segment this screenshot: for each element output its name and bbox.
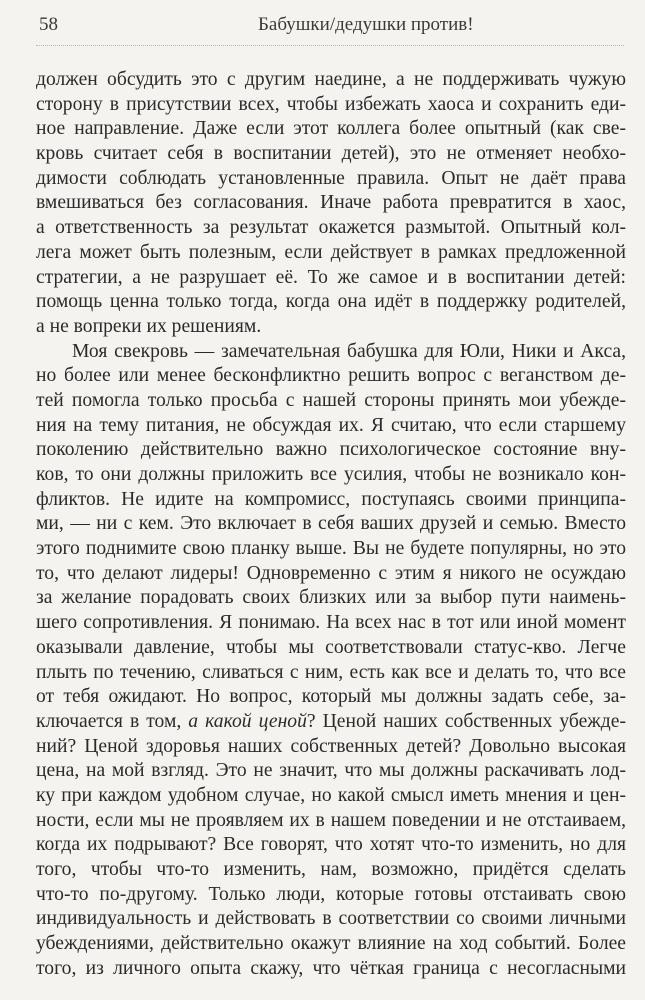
text-line: стратегии, а не разрушает её. То же самое и в воспитании детей: bbox=[36, 266, 626, 288]
text-line: помощь ценна только тогда, когда она идёт в поддержку родителей, bbox=[36, 291, 626, 313]
text-line: а не вопреки их решениям. bbox=[36, 315, 262, 337]
emphasis-text: а какой ценой bbox=[188, 710, 307, 732]
text-line: индивидуальность и действовать в соответствии со своими личными bbox=[36, 908, 626, 930]
text-line: кровь считает себя в воспитании детей), это не отменяет необхо- bbox=[36, 143, 626, 165]
text-line: когда их подрывают? Все говорят, что хотят что-то изменить, но для bbox=[36, 834, 626, 856]
text-line-with-emphasis bbox=[36, 710, 626, 735]
text-line: за желание порадовать своих близких или за выбор пути наимень- bbox=[36, 587, 626, 609]
text-line: должен обсудить это с другим наедине, а не поддерживать чужую bbox=[36, 69, 626, 90]
text-line: ности, если мы не проявляем их в нашем поведении и не отстаиваем, bbox=[36, 809, 626, 831]
text-line: фликтов. Не идите на компромисс, поступаясь своими принципа- bbox=[36, 488, 626, 510]
text-line: этого поднимите свою планку выше. Вы не будете популярны, но это bbox=[36, 538, 626, 560]
paragraph-2 bbox=[36, 340, 626, 982]
text-line: ний? Ценой здоровья наших собственных детей? Довольно высокая bbox=[36, 735, 626, 757]
text-line: вмешиваться без согласования. Иначе работа превратится в хаос, bbox=[36, 192, 626, 214]
text-line: что-то по-другому. Только люди, которые готовы отстаивать свою bbox=[36, 883, 626, 905]
text-line: Моя свекровь — замечательная бабушка для Юли, Ники и Акса, bbox=[72, 340, 626, 362]
text-line: но более или менее бесконфликтно решить вопрос с веганством де- bbox=[36, 365, 626, 387]
text-line: а ответственность за результат окажется размытой. Опытный кол- bbox=[36, 217, 626, 239]
text-line: димости соблюдать установленные правила. Опыт не даёт права bbox=[36, 167, 626, 189]
text-line: ков, то они должны приложить все усилия, чтобы не возникало кон- bbox=[36, 464, 626, 485]
text-line: ния на тему питания, не обсуждая их. Я считаю, что если старшему bbox=[36, 414, 626, 436]
text-line: цена, на мой взгляд. Это не значит, что мы должны раскачивать лод- bbox=[36, 760, 626, 782]
text-line: сторону в присутствии всех, чтобы избежать хаоса и сохранить еди- bbox=[36, 93, 626, 115]
text-line: шего сопротивления. Я понимаю. На всех нас в тот или иной момент bbox=[36, 612, 626, 634]
header-divider bbox=[36, 45, 624, 46]
text-line: поколению действительно важно психологическое состояние вну- bbox=[36, 439, 626, 461]
text-line: лега может быть полезным, если действует в рамках предложенной bbox=[36, 241, 626, 263]
text-line: убеждениями, действительно окажут влияние на ход событий. Более bbox=[36, 933, 626, 955]
page-number: 58 bbox=[39, 14, 58, 35]
text-fragment: ключается в том, bbox=[36, 710, 189, 732]
text-line: от тебя ожидают. Но вопрос, который мы должны задать себе, за- bbox=[36, 686, 626, 708]
text-line: ку при каждом удобном случае, но какой смысл иметь мнения и цен- bbox=[36, 784, 626, 806]
text-line: тей помогла только просьба с нашей стороны принять мои убежде- bbox=[36, 389, 626, 411]
text-line: плыть по течению, сливаться с ним, есть как все и делать то, что все bbox=[36, 661, 626, 683]
text-fragment: ? Ценой наших собственных убежде- bbox=[306, 710, 626, 732]
text-line: того, из личного опыта скажу, что чёткая граница с несогласными bbox=[36, 957, 626, 979]
text-line: оказывали давление, чтобы мы соответствовали статус-кво. Легче bbox=[36, 636, 626, 658]
page-header bbox=[0, 0, 645, 48]
running-title: Бабушки/дедушки против! bbox=[258, 14, 474, 35]
body-text bbox=[36, 68, 626, 981]
text-line: ми, — ни с кем. Это включает в себя ваших друзей и семью. Вместо bbox=[36, 513, 626, 535]
text-line: ное направление. Даже если этот коллега более опытный (как све- bbox=[36, 118, 626, 140]
text-line: того, чтобы что-то изменить, нам, возможно, придётся сделать bbox=[36, 859, 626, 880]
text-line: то, что делают лидеры! Одновременно с этим я никого не осуждаю bbox=[36, 562, 626, 584]
paragraph-1 bbox=[36, 68, 626, 340]
